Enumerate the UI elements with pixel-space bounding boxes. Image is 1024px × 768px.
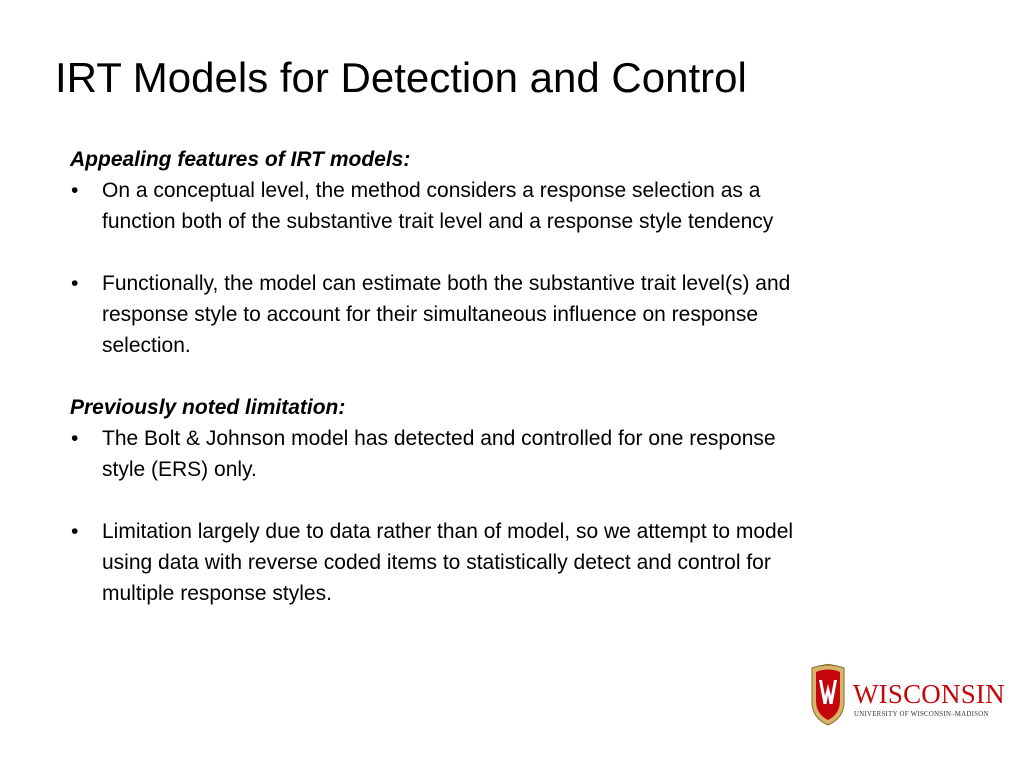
bullet-line: style (ERS) only. xyxy=(102,458,257,481)
bullet-line: selection. xyxy=(102,334,191,357)
bullet-item xyxy=(70,268,970,361)
logo-wordmark: WISCONSIN xyxy=(853,679,1005,709)
slide-content xyxy=(70,144,970,609)
bullet-line: Limitation largely due to data rather than of model, so we attempt to model xyxy=(102,520,794,543)
bullet-line: On a conceptual level, the method considers a response selection as a xyxy=(102,179,761,202)
bullet-item xyxy=(70,516,970,609)
bullet-line: Functionally, the model can estimate both the substantive trait level(s) and xyxy=(102,272,791,295)
bullet-line: The Bolt & Johnson model has detected and controlled for one response xyxy=(102,427,776,450)
spacer xyxy=(70,361,970,392)
university-logo xyxy=(808,662,1005,728)
bullet-item xyxy=(70,175,970,237)
spacer xyxy=(70,485,970,516)
bullet-line: response style to account for their simultaneous influence on response xyxy=(102,303,759,326)
uw-crest-icon xyxy=(808,662,848,726)
logo-subtext: UNIVERSITY OF WISCONSIN–MADISON xyxy=(854,711,989,718)
bullet-line: multiple response styles. xyxy=(102,582,332,605)
section-heading-appealing-features: Appealing features of IRT models: xyxy=(70,148,411,171)
bullet-line: using data with reverse coded items to statistically detect and control for xyxy=(102,551,771,574)
bullet-marker: • xyxy=(71,179,79,202)
spacer xyxy=(70,237,970,268)
bullet-item xyxy=(70,423,970,485)
slide-title: IRT Models for Detection and Control xyxy=(55,54,747,101)
bullet-line: function both of the substantive trait level and a response style tendency xyxy=(102,210,774,233)
section-heading-previous-limitation: Previously noted limitation: xyxy=(70,396,346,419)
bullet-marker: • xyxy=(71,520,79,543)
bullet-marker: • xyxy=(71,427,79,450)
bullet-marker: • xyxy=(71,272,79,295)
